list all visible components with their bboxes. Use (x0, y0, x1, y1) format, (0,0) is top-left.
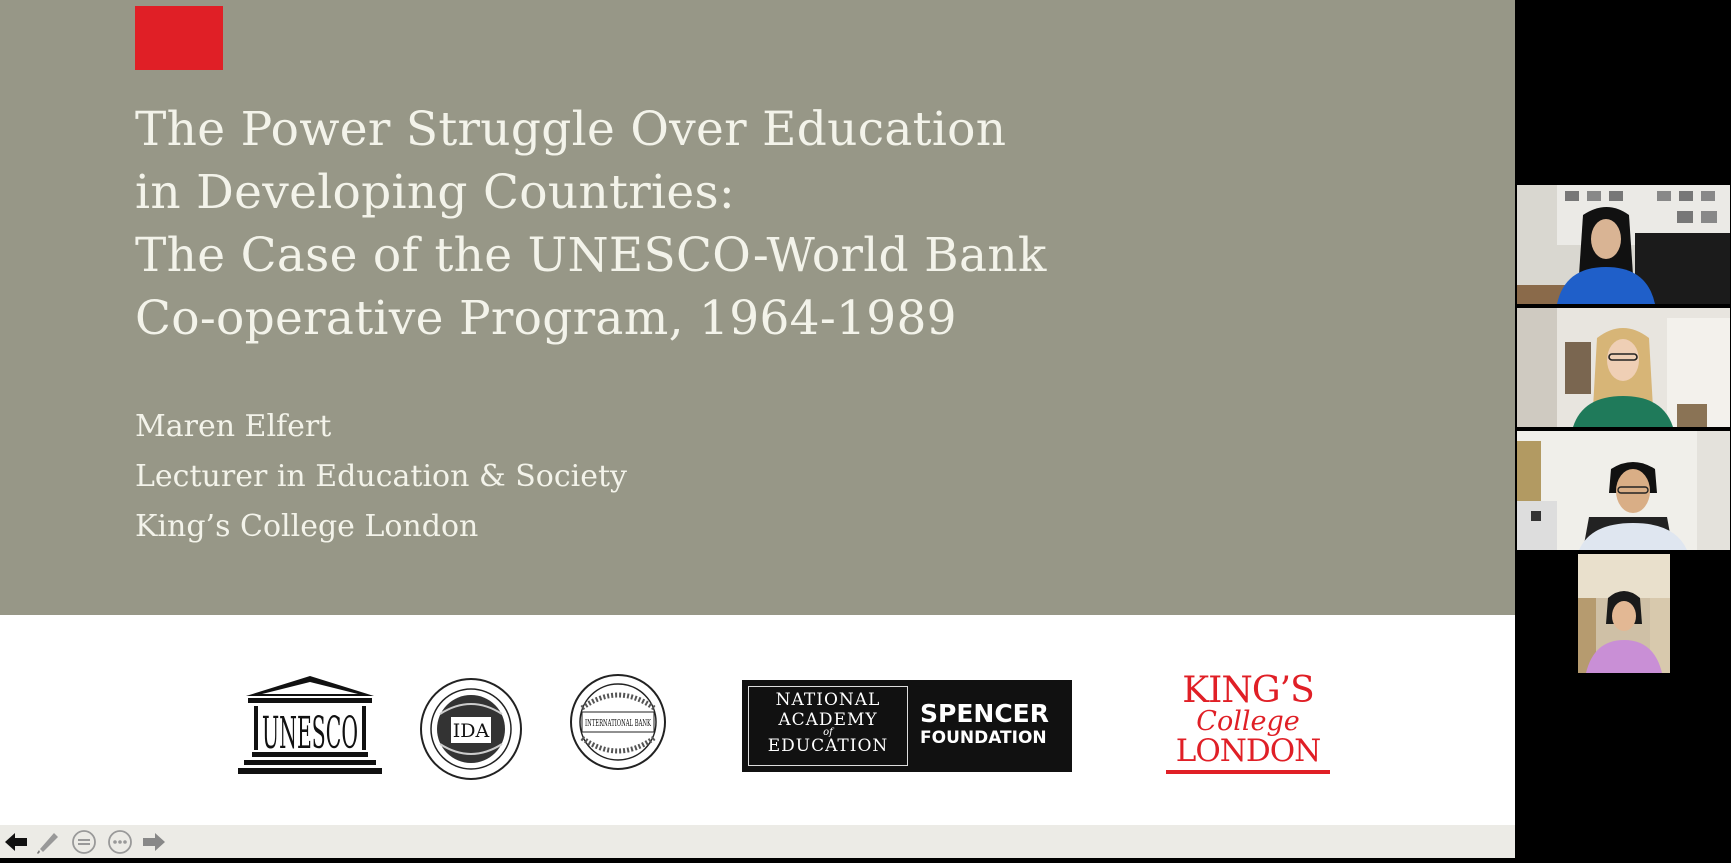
unesco-logo (238, 674, 382, 778)
nae-line: NATIONAL (775, 690, 881, 710)
author-institution: King’s College London (135, 509, 479, 544)
ida-text: IDA (452, 720, 490, 742)
participant-video-3[interactable] (1517, 431, 1730, 550)
spencer-name: SPENCER (920, 699, 1050, 728)
participant-video-2[interactable] (1517, 308, 1730, 427)
nae-line: EDUCATION (767, 736, 889, 756)
unesco-logo-text: UNESCO (262, 708, 358, 759)
red-accent-square (135, 6, 223, 70)
video-gallery (1517, 0, 1731, 863)
kings-college-logo (1160, 672, 1336, 780)
participant-video-1[interactable] (1517, 185, 1730, 304)
kings-line-2: College (1196, 706, 1300, 737)
nae-line: ACADEMY (778, 710, 878, 730)
kings-underline (1166, 770, 1330, 774)
title-line: in Developing Countries: (135, 165, 736, 220)
author-name: Maren Elfert (135, 409, 332, 444)
participant-video-4[interactable] (1578, 554, 1670, 673)
title-line: The Case of the UNESCO-World Bank (135, 228, 1047, 283)
more-icon[interactable] (106, 828, 134, 856)
ibrd-text: INTERNATIONAL BANK (585, 719, 652, 729)
nae-spencer-logo (742, 680, 1072, 772)
spencer-foundation: FOUNDATION (920, 728, 1047, 748)
kings-line-1: KING’S (1182, 670, 1314, 711)
nae-logo (748, 686, 908, 766)
arrow-right-icon[interactable] (140, 828, 168, 856)
pen-icon[interactable] (34, 828, 62, 856)
ibrd-seal-logo (568, 672, 668, 772)
spencer-logo (920, 699, 1050, 750)
author-role: Lecturer in Education & Society (135, 459, 627, 494)
subtitles-icon[interactable] (70, 828, 98, 856)
title-line: Co-operative Program, 1964-1989 (135, 291, 957, 346)
slide-title (135, 98, 1435, 350)
ida-seal-logo (418, 674, 524, 784)
nae-of: of (823, 727, 833, 738)
slideshow-toolbar (0, 825, 1515, 858)
author-block (135, 402, 627, 552)
arrow-left-icon[interactable] (2, 828, 30, 856)
title-line: The Power Struggle Over Education (135, 102, 1007, 157)
kings-line-3: LONDON (1175, 733, 1321, 769)
